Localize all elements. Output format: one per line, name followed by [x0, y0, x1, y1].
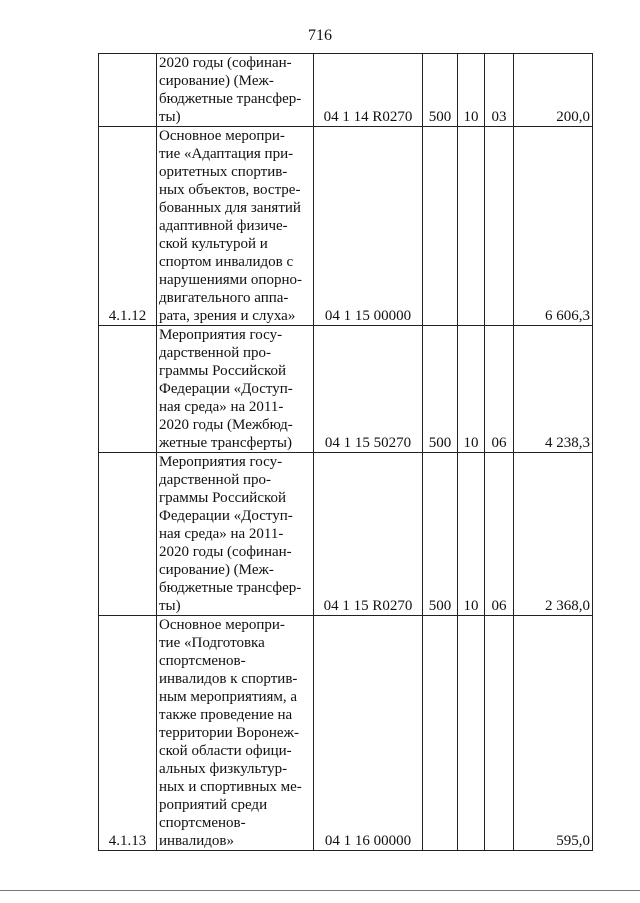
- item-number-cell: [99, 326, 157, 453]
- section-cell: [458, 616, 485, 851]
- amount-cell: 2 368,0: [514, 453, 593, 616]
- item-name-cell: [157, 453, 314, 616]
- item-name-line: граммы Российской: [159, 490, 287, 506]
- item-name-line: ных и спортивных ме-: [159, 779, 302, 795]
- amount-cell: 6 606,3: [514, 127, 593, 326]
- target-article-code-cell: 04 1 16 00000: [314, 616, 423, 851]
- item-name-cell: [157, 54, 314, 127]
- item-number-cell: 4.1.13: [99, 616, 157, 851]
- item-name-cell: [157, 616, 314, 851]
- subsection-cell: 03: [485, 54, 514, 127]
- subsection-cell: 06: [485, 453, 514, 616]
- section-cell: 10: [458, 54, 485, 127]
- table-row: [99, 616, 593, 851]
- expense-type-cell: [423, 127, 458, 326]
- item-name-line: дарственной про-: [159, 345, 272, 361]
- amount-cell: 4 238,3: [514, 326, 593, 453]
- item-name-line: бованных для занятий: [159, 200, 301, 216]
- amount-cell: 200,0: [514, 54, 593, 127]
- section-cell: [458, 127, 485, 326]
- item-name-line: тие «Подготовка: [159, 635, 265, 651]
- item-name-line: дарственной про-: [159, 472, 272, 488]
- target-article-code-cell: 04 1 15 R0270: [314, 453, 423, 616]
- subsection-cell: [485, 127, 514, 326]
- item-name-line: ных объектов, востре-: [159, 182, 301, 198]
- item-name-line: ты): [159, 598, 181, 614]
- item-name-line: также проведение на: [159, 707, 293, 723]
- subsection-cell: [485, 616, 514, 851]
- item-name-line: сирование) (Меж-: [159, 73, 274, 89]
- item-name-line: бюджетные трансфер-: [159, 580, 302, 596]
- target-article-code-cell: 04 1 15 00000: [314, 127, 423, 326]
- item-name-line: спортом инвалидов с: [159, 254, 294, 270]
- item-number-cell: 4.1.12: [99, 127, 157, 326]
- item-name-line: 2020 годы (софинан-: [159, 55, 292, 71]
- scan-edge-line: [0, 890, 640, 891]
- table-row: [99, 326, 593, 453]
- item-name-line: Мероприятия госу-: [159, 454, 283, 470]
- expense-type-cell: 500: [423, 453, 458, 616]
- item-name-line: 2020 годы (софинан-: [159, 544, 292, 560]
- item-name-line: жетные трансферты): [159, 435, 292, 451]
- target-article-code-cell: 04 1 15 50270: [314, 326, 423, 453]
- amount-cell: 595,0: [514, 616, 593, 851]
- item-name-line: двигательного аппа-: [159, 290, 289, 306]
- item-name-line: спортсменов-: [159, 815, 246, 831]
- item-name-line: оритетных спортив-: [159, 164, 288, 180]
- budget-table: [98, 53, 593, 851]
- item-name-line: Основное меропри-: [159, 617, 285, 633]
- item-name-line: ты): [159, 109, 181, 125]
- table-row: [99, 127, 593, 326]
- item-name-line: инвалидов к спортив-: [159, 671, 298, 687]
- item-name-line: тие «Адаптация при-: [159, 146, 294, 162]
- item-name-line: рата, зрения и слуха»: [159, 308, 296, 324]
- item-name-line: нарушениями опорно-: [159, 272, 302, 288]
- item-name-line: граммы Российской: [159, 363, 287, 379]
- item-name-line: бюджетные трансфер-: [159, 91, 302, 107]
- expense-type-cell: 500: [423, 54, 458, 127]
- item-name-line: ской культурой и: [159, 236, 268, 252]
- table-row: [99, 453, 593, 616]
- item-name-line: территории Воронеж-: [159, 725, 299, 741]
- item-name-line: 2020 годы (Межбюд-: [159, 417, 293, 433]
- item-name-line: ным мероприятиям, а: [159, 689, 298, 705]
- expense-type-cell: [423, 616, 458, 851]
- item-name-line: Основное меропри-: [159, 128, 285, 144]
- item-name-line: инвалидов»: [159, 833, 234, 849]
- item-name-line: Мероприятия госу-: [159, 327, 283, 343]
- item-name-line: сирование) (Меж-: [159, 562, 274, 578]
- item-name-line: альных физкультур-: [159, 761, 288, 777]
- item-name-line: Федерации «Доступ-: [159, 508, 293, 524]
- item-name-line: спортсменов-: [159, 653, 246, 669]
- expense-type-cell: 500: [423, 326, 458, 453]
- item-name-line: ской области офици-: [159, 743, 292, 759]
- budget-table-body: [99, 54, 593, 851]
- item-name-line: ная среда» на 2011-: [159, 399, 284, 415]
- section-cell: 10: [458, 453, 485, 616]
- item-name-cell: [157, 127, 314, 326]
- target-article-code-cell: 04 1 14 R0270: [314, 54, 423, 127]
- item-number-cell: [99, 54, 157, 127]
- section-cell: 10: [458, 326, 485, 453]
- item-name-line: ная среда» на 2011-: [159, 526, 284, 542]
- item-name-line: адаптивной физиче-: [159, 218, 288, 234]
- table-row: [99, 54, 593, 127]
- item-name-line: Федерации «Доступ-: [159, 381, 293, 397]
- item-number-cell: [99, 453, 157, 616]
- item-name-cell: [157, 326, 314, 453]
- subsection-cell: 06: [485, 326, 514, 453]
- page-number: 716: [308, 27, 332, 44]
- item-name-line: роприятий среди: [159, 797, 268, 813]
